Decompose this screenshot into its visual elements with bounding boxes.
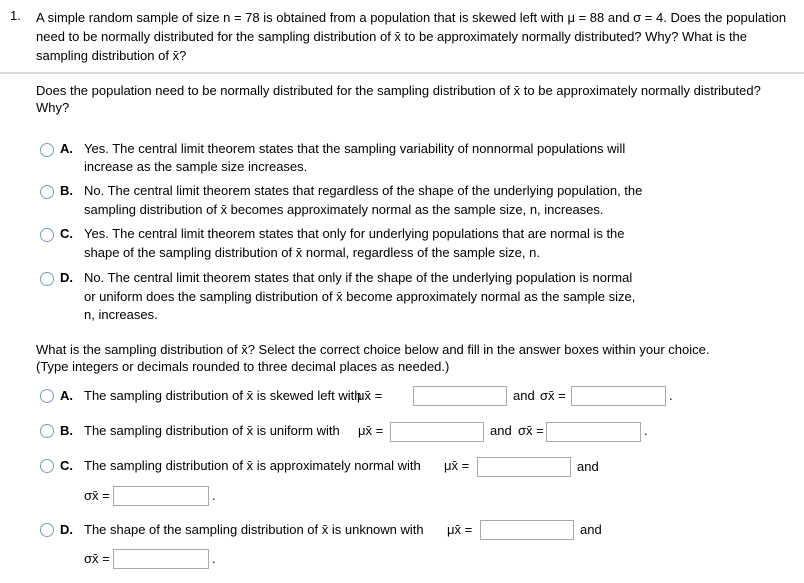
part1-option-d-line1: No. The central limit theorem states that only if the shape of the underlying population is normal [84,270,633,285]
part1-option-c-line2: shape of the sampling distribution of x̄ normal, regardless of the sample size, n. [84,245,540,260]
and-label: and [513,388,535,403]
part2-option-d-sigma-input[interactable] [113,549,209,569]
part1-option-d-line3: n, increases. [84,307,158,322]
part2-prompt-line1: What is the sampling distribution of x̄? Select the correct choice below and fill in the answer boxes within your choice. [36,342,710,357]
part1-option-c-letter: C. [60,226,73,241]
period: . [644,423,648,438]
sigma-label: σx̄ = [84,551,110,566]
sigma-label: σx̄ = [540,388,566,403]
part2-option-a-letter: A. [60,388,73,403]
part1-option-a-radio[interactable] [40,143,54,157]
part2-option-d-radio[interactable] [40,523,54,537]
part1-option-b-line2: sampling distribution of x̄ becomes approximately normal as the sample size, n, increases. [84,202,604,217]
divider [0,72,804,74]
part2-option-c-sigma-input[interactable] [113,486,209,506]
mu-label: μx̄ = [447,522,473,537]
period: . [212,488,216,503]
part2-option-b-text: The sampling distribution of x̄ is uniform with [84,423,340,438]
question-number: 1. [10,8,21,23]
part1-option-d-line2: or uniform does the sampling distribution of x̄ become approximately normal as the sample size, [84,289,636,304]
part1-option-b-line1: No. The central limit theorem states that regardless of the shape of the underlying population, the [84,183,643,198]
part2-option-d-letter: D. [60,522,73,537]
part1-option-a-letter: A. [60,141,73,156]
mu-label: μx̄ = [358,423,384,438]
part2-option-a-text: The sampling distribution of x̄ is skewed left with [84,388,362,403]
part1-prompt: Does the population need to be normally distributed for the sampling distribution of x̄ to be approximately normally distributed? Why? [36,83,761,115]
part1-option-c-radio[interactable] [40,228,54,242]
part1-option-a-line1: Yes. The central limit theorem states that the sampling variability of nonnormal populations will [84,141,626,156]
part2-option-c-radio[interactable] [40,459,54,473]
and-label: and [580,522,602,537]
part1-option-b-radio[interactable] [40,185,54,199]
part1-option-d-letter: D. [60,270,73,285]
part2-prompt-line2: (Type integers or decimals rounded to three decimal places as needed.) [36,359,450,374]
sigma-label: σx̄ = [518,423,544,438]
part2-option-c-letter: C. [60,458,73,473]
part2-option-a-mu-input[interactable] [413,386,507,406]
mu-label: μx̄ = [444,458,470,473]
period: . [212,551,216,566]
part1-option-a-line2: increase as the sample size increases. [84,159,308,174]
mu-label: μx̄ = [357,388,383,403]
part2-option-c-text: The sampling distribution of x̄ is approximately normal with [84,458,421,473]
part2-option-a-radio[interactable] [40,389,54,403]
question-text: A simple random sample of size n = 78 is obtained from a population that is skewed left with μ = 88 and σ = 4. Does the population need to be normally distributed for the sampling distribution of x̄ to be approximately normally distributed? Why? What is the sampling distribution of x̄? [36,10,787,63]
and-label: and [577,459,599,474]
part2-option-b-radio[interactable] [40,424,54,438]
sigma-label: σx̄ = [84,488,110,503]
part2-option-b-sigma-input[interactable] [546,422,641,442]
part2-option-b-mu-input[interactable] [390,422,484,442]
part2-option-d-mu-input[interactable] [480,520,574,540]
period: . [669,388,673,403]
part1-option-d-radio[interactable] [40,272,54,286]
part2-option-b-letter: B. [60,423,73,438]
part2-option-c-mu-input[interactable] [477,457,571,477]
part2-option-a-sigma-input[interactable] [571,386,666,406]
part2-option-d-text: The shape of the sampling distribution of x̄ is unknown with [84,522,424,537]
part1-option-c-line1: Yes. The central limit theorem states that only for underlying populations that are normal is the [84,226,625,241]
part1-option-b-letter: B. [60,183,73,198]
and-label: and [490,423,512,438]
